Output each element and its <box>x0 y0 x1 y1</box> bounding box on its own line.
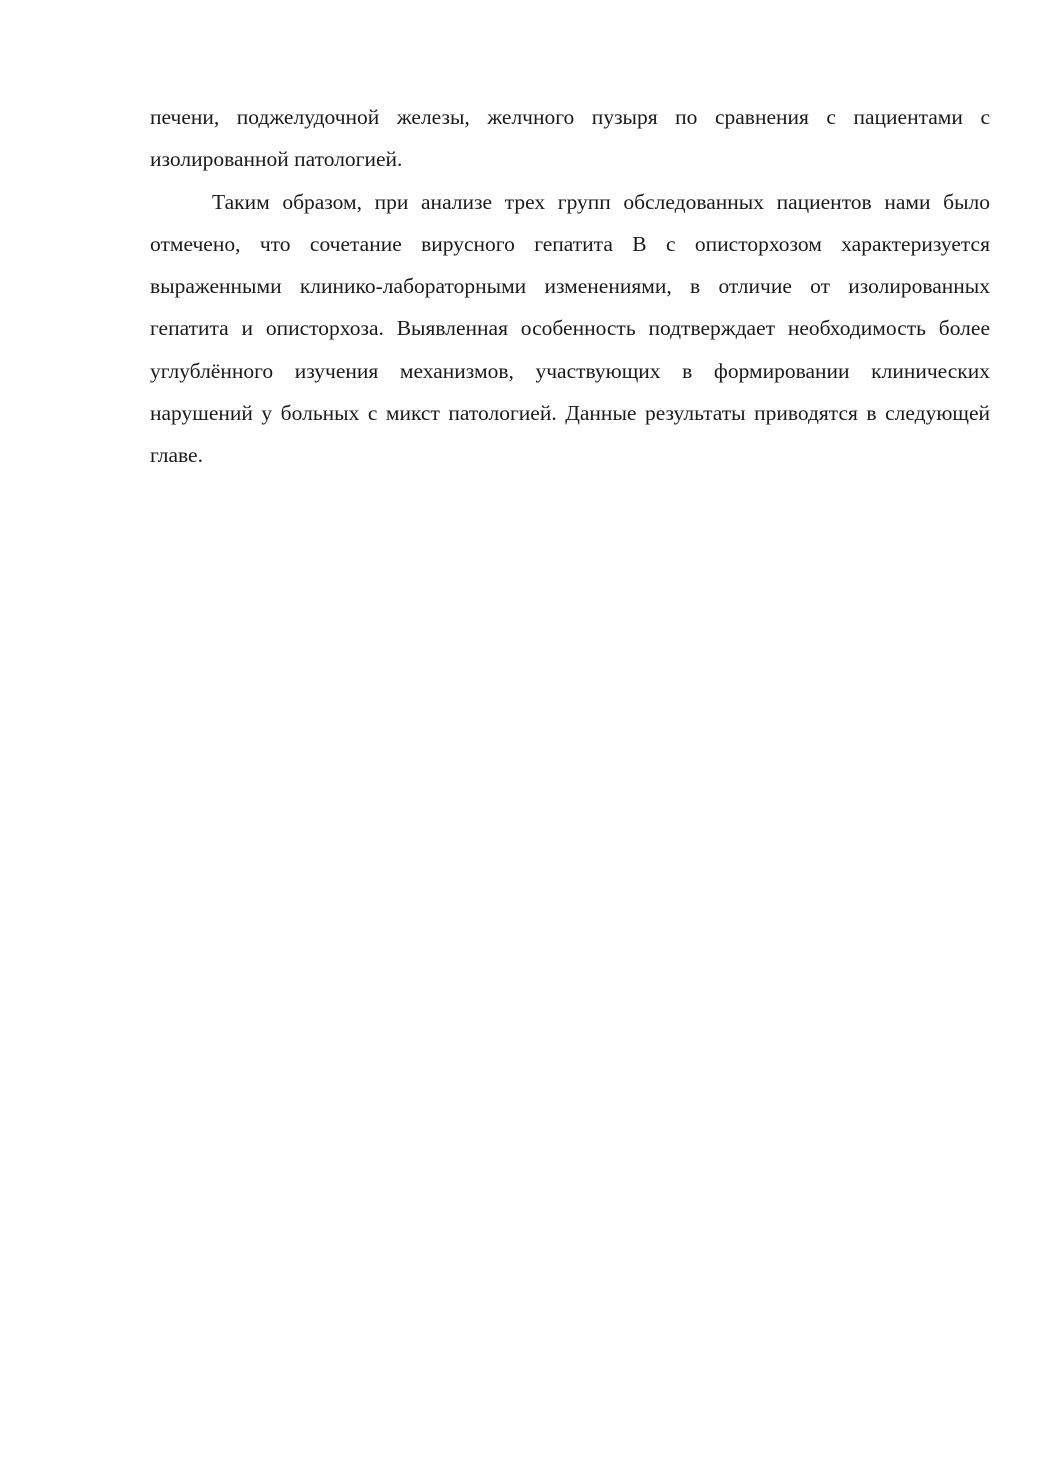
body-text <box>150 96 990 477</box>
paragraph-conclusion: Таким образом, при анализе трех групп обследованных пациентов нами было отмечено, что сочетание вирусного гепатита В с описторхозом характеризуется выраженными клинико-лабораторными изменениями, в отличие от изолированных гепатита и описторхоза. Выявленная особенность подтверждает необходимость более углублённого изучения механизмов, участвующих в формировании клинических нарушений у больных с микст патологией. Данные результаты приводятся в следующей главе. <box>150 189 990 468</box>
paragraph-continuation: печени, поджелудочной железы, желчного пузыря по сравнения с пациентами с изолированной патологией. <box>150 105 990 172</box>
